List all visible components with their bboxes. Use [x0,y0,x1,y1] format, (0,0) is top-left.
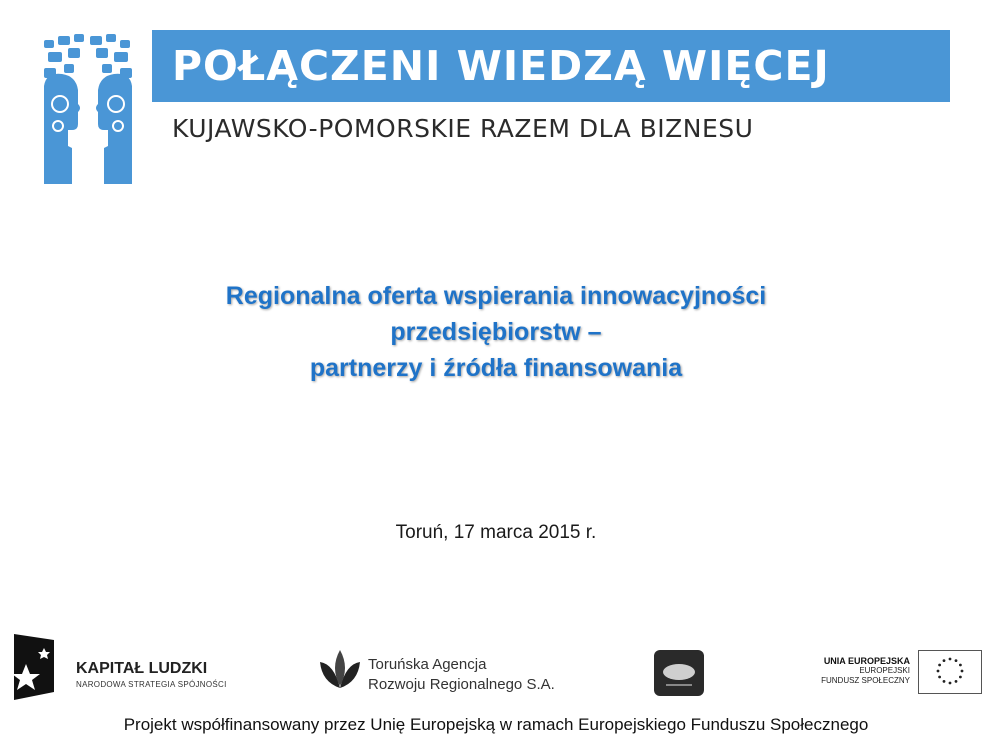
eu-title: UNIA EUROPEJSKA [823,656,910,666]
title-line: partnerzy i źródła finansowania [309,354,683,382]
eu-line2: FUNDUSZ SPOŁECZNY [821,676,910,685]
eu-text [800,656,910,686]
cofinancing-note: Projekt współfinansowany przez Unię Europejską w ramach Europejskiego Funduszu Społecznego [123,715,869,734]
banner-title: POŁĄCZENI WIEDZĄ WIĘCEJ [172,42,830,90]
header-subtitle: KUJAWSKO-POMORSKIE RAZEM DLA BIZNESU [172,114,754,143]
kapital-ludzki-logo-icon [10,634,62,704]
kapital-ludzki-title: KAPITAŁ LUDZKI [76,660,208,677]
heads-logo-icon [42,34,134,184]
agency-name-line2: Rozwoju Regionalnego S.A. [368,676,555,693]
leaves-logo-icon [318,648,362,692]
presentation-title [80,278,912,386]
badge-logo-icon [654,650,704,696]
kapital-ludzki-text [76,660,227,689]
agency-name-line1: Toruńska Agencja [368,656,487,673]
eu-flag-icon [918,650,982,694]
eu-line1: EUROPEJSKI [859,666,910,675]
title-line: Regionalna oferta wspierania innowacyjności [225,282,767,310]
kapital-ludzki-subtitle: NARODOWA STRATEGIA SPÓJNOŚCI [76,680,227,689]
date-place: Toruń, 17 marca 2015 r. [395,522,597,543]
header-banner [152,30,950,102]
agency-text [368,655,555,695]
title-line: przedsiębiorstw – [390,318,602,346]
